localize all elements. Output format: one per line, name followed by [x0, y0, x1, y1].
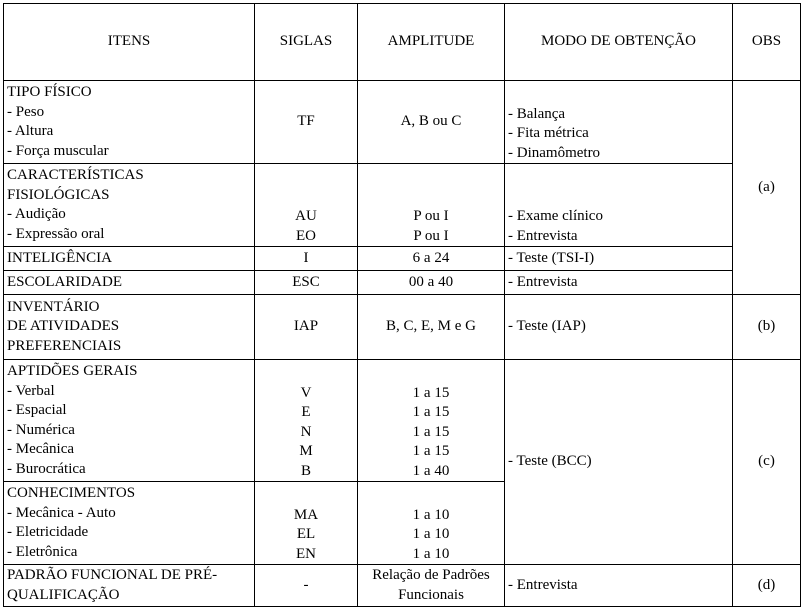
- amplitude-value: 1 a 15: [412, 423, 450, 440]
- cell-siglas: [255, 164, 358, 247]
- cell-amplitude: 6 a 24: [358, 247, 505, 271]
- amplitude-line: Funcionais: [398, 586, 464, 603]
- cell-sigla: -: [255, 565, 358, 607]
- row-fisiologicas: [4, 164, 801, 247]
- cell-amplitudes: [358, 164, 505, 247]
- amplitude-value: 1 a 40: [412, 462, 450, 479]
- header-obs: OBS: [733, 4, 801, 81]
- header-siglas: SIGLAS: [255, 4, 358, 81]
- cell-modo: - Teste (IAP): [505, 295, 733, 360]
- amplitude-value: 1 a 10: [412, 506, 450, 523]
- amplitude-value: 1 a 10: [412, 526, 450, 542]
- section-title: CONHECIMENTOS: [7, 485, 136, 501]
- section-title: FISIOLÓGICAS: [7, 186, 110, 203]
- amplitude-value: P ou I: [413, 208, 449, 224]
- sigla-value: EL: [296, 526, 316, 542]
- cell-itens-tipo-fisico: [4, 81, 255, 164]
- amplitude-line: Relação de Padrões: [372, 567, 490, 583]
- sigla-value: E: [301, 404, 311, 420]
- section-title: PADRÃO FUNCIONAL DE PRÉ-: [7, 567, 218, 583]
- item-label: - Expressão oral: [7, 225, 105, 242]
- cell-itens-fisiologicas: [4, 164, 255, 247]
- modo-line: - Dinamômetro: [508, 144, 601, 161]
- row-inteligencia: [4, 247, 801, 271]
- cell-obs-a: (a): [733, 81, 801, 295]
- amplitude-value: 1 a 15: [412, 384, 450, 401]
- sigla-value: M: [299, 443, 313, 459]
- sigla-value: EN: [296, 545, 316, 562]
- row-tipo-fisico: [4, 81, 801, 164]
- sigla-value: MA: [293, 506, 319, 523]
- sigla-value: AU: [295, 208, 317, 224]
- sigla-value: V: [300, 384, 312, 401]
- cell-obs-b: (b): [733, 295, 801, 360]
- item-label: - Mecânica: [7, 441, 75, 457]
- cell-itens-inteligencia: INTELIGÊNCIA: [4, 247, 255, 271]
- amplitude-value: 1 a 10: [412, 545, 450, 562]
- amplitude-value: P ou I: [413, 227, 449, 244]
- row-aptidoes: [4, 360, 801, 482]
- section-title: TIPO FÍSICO: [7, 84, 92, 100]
- header-itens: ITENS: [4, 4, 255, 81]
- cell-siglas: [255, 360, 358, 482]
- sigla-value: EO: [296, 227, 316, 244]
- amplitude-value: 1 a 15: [412, 443, 450, 459]
- modo-line: - Exame clínico: [508, 208, 603, 224]
- section-title: DE ATIVIDADES: [7, 318, 120, 335]
- item-label: - Numérica: [7, 421, 75, 438]
- amplitude-value: 1 a 15: [412, 404, 450, 420]
- cell-sigla: ESC: [255, 271, 358, 295]
- modo-line: - Fita métrica: [508, 125, 589, 141]
- modo-line: - Balança: [508, 105, 566, 122]
- cell-amplitudes: [358, 482, 505, 565]
- item-label: - Mecânica - Auto: [7, 504, 116, 521]
- section-title: CARACTERÍSTICAS: [7, 167, 144, 183]
- cell-amplitude: 00 a 40: [358, 271, 505, 295]
- item-label: - Espacial: [7, 402, 67, 418]
- sigla-value: B: [300, 462, 311, 479]
- row-inventario: [4, 295, 801, 360]
- cell-itens-padrao: [4, 565, 255, 607]
- item-label: - Audição: [7, 206, 66, 222]
- cell-itens-aptidoes: [4, 360, 255, 482]
- item-label: - Eletrônica: [7, 543, 78, 560]
- section-title: PREFERENCIAIS: [7, 337, 122, 354]
- cell-siglas: [255, 482, 358, 565]
- header-amplitude: AMPLITUDE: [358, 4, 505, 81]
- item-label: - Verbal: [7, 382, 55, 399]
- section-title: INVENTÁRIO: [7, 298, 100, 315]
- sigla-value: N: [300, 423, 312, 440]
- row-escolaridade: [4, 271, 801, 295]
- item-label: - Força muscular: [7, 142, 109, 159]
- cell-itens-conhecimentos: [4, 482, 255, 565]
- item-label: - Burocrática: [7, 460, 86, 477]
- cell-obs-c: (c): [733, 360, 801, 565]
- header-modo: MODO DE OBTENÇÃO: [505, 4, 733, 81]
- section-title: APTIDÕES GERAIS: [7, 363, 138, 379]
- cell-amplitude: A, B ou C: [358, 81, 505, 164]
- cell-amplitude: B, C, E, M e G: [358, 295, 505, 360]
- section-title: QUALIFICAÇÃO: [7, 586, 120, 603]
- cell-amplitude: [358, 565, 505, 607]
- modo-line: - Entrevista: [508, 227, 578, 244]
- cell-modo: - Entrevista: [505, 565, 733, 607]
- cell-sigla: TF: [255, 81, 358, 164]
- cell-itens-inventario: [4, 295, 255, 360]
- item-label: - Altura: [7, 123, 54, 139]
- cell-amplitudes: [358, 360, 505, 482]
- cell-modo: - Teste (TSI-I): [505, 247, 733, 271]
- cell-modo: [505, 164, 733, 247]
- cell-sigla: IAP: [255, 295, 358, 360]
- cell-obs-d: (d): [733, 565, 801, 607]
- item-label: - Eletricidade: [7, 524, 89, 540]
- data-table: [3, 3, 801, 607]
- item-label: - Peso: [7, 103, 45, 120]
- cell-modo: - Entrevista: [505, 271, 733, 295]
- cell-itens-escolaridade: ESCOLARIDADE: [4, 271, 255, 295]
- cell-sigla: I: [255, 247, 358, 271]
- row-padrao: [4, 565, 801, 607]
- cell-modo-bcc: - Teste (BCC): [505, 360, 733, 565]
- cell-modo: [505, 81, 733, 164]
- header-row: [4, 4, 801, 81]
